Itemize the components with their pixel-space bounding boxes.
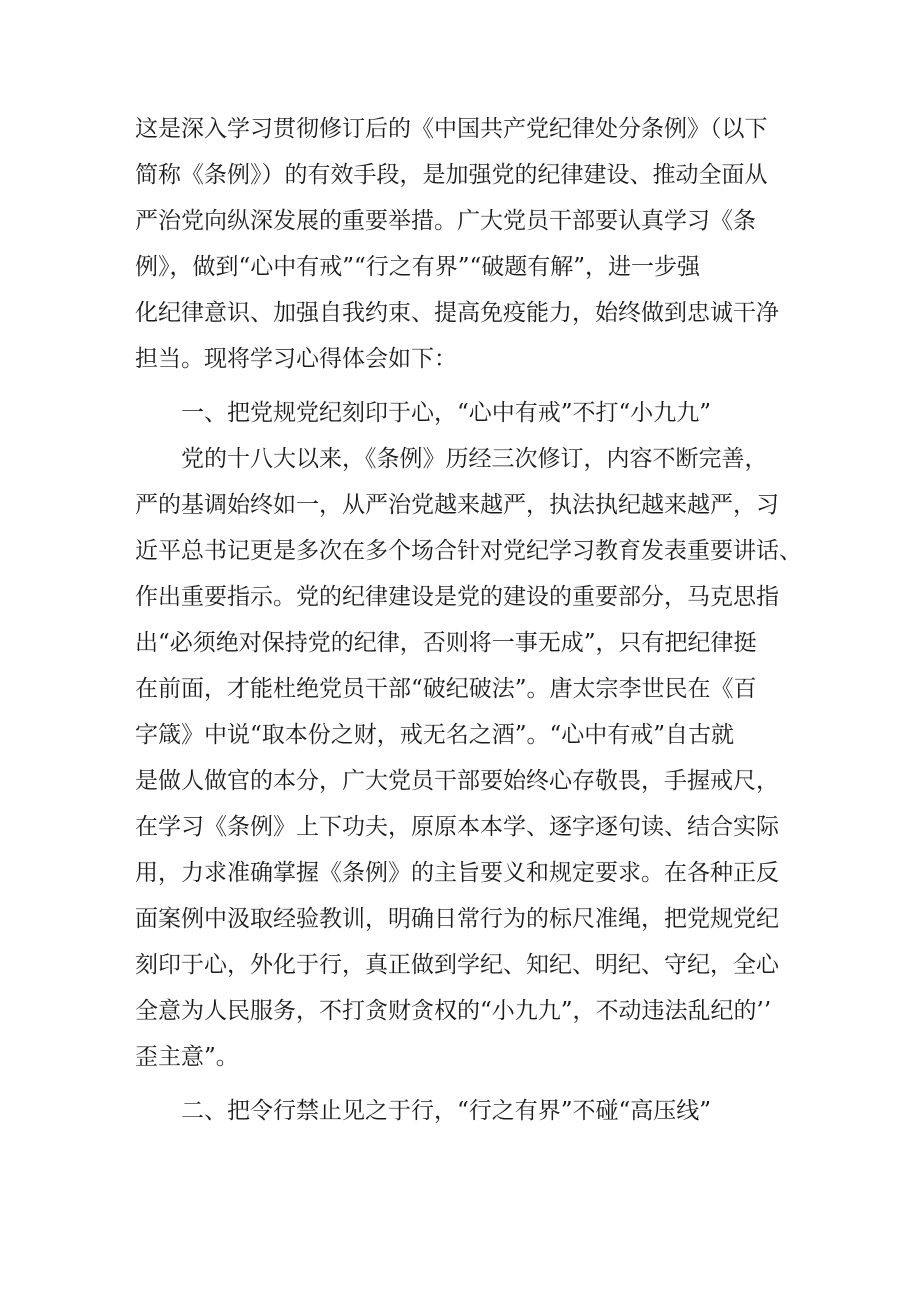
- text-line: 党的十八大以来，《条例》历经三次修订，内容不断完善，: [135, 446, 768, 472]
- text-line: 用，力求准确掌握《条例》的主旨要义和规定要求。在各种正反: [135, 860, 779, 886]
- section-heading-1: 一、把党规党纪刻印于心，“心中有戒”不打“小九九”: [135, 400, 712, 426]
- text-line: 作出重要指示。党的纪律建设是党的建设的重要部分，马克思指: [135, 584, 779, 610]
- text-line: 面案例中汲取经验教训，明确日常行为的标尺准绳，把党规党纪: [135, 906, 779, 932]
- body-text: [135, 106, 802, 1134]
- text-line: 严的基调始终如一，从严治党越来越严，执法执纪越来越严，习: [135, 492, 779, 518]
- text-line: 在前面，才能杜绝党员干部“破纪破法”。唐太宗李世民在《百: [135, 676, 757, 702]
- text-line: 出“必须绝对保持党的纪律，否则将一事无成”，只有把纪律挺: [135, 630, 757, 656]
- text-line: 担当。现将学习心得体会如下：: [135, 346, 457, 372]
- text-line: 严治党向纵深发展的重要举措。广大党员干部要认真学习《条: [135, 208, 756, 234]
- text-line: 是做人做官的本分，广大党员干部要始终心存敬畏，手握戒尺，: [135, 768, 779, 794]
- section-heading-2: 二、把令行禁止见之于行，“行之有界”不碰“高压线”: [135, 1098, 712, 1124]
- text-line: 化纪律意识、加强自我约束、提高免疫能力，始终做到忠诚干净: [135, 300, 779, 326]
- text-line: 这是深入学习贯彻修订后的《中国共产党纪律处分条例》（以下: [135, 116, 768, 142]
- text-line: 刻印于心，外化于行，真正做到学纪、知纪、明纪、守纪，全心: [135, 952, 779, 978]
- text-line: 字箴》中说“取本份之财，戒无名之酒”。“心中有戒”自古就: [135, 722, 735, 748]
- text-line: 全意为人民服务，不打贪财贪权的“小九九”，不动违法乱纪的’’: [135, 998, 772, 1024]
- text-line: 近平总书记更是多次在多个场合针对党纪学习教育发表重要讲话、: [135, 538, 802, 564]
- text-line: 在学习《条例》上下功夫，原原本本学、逐字逐句读、结合实际: [135, 814, 779, 840]
- text-line: 简称《条例》）的有效手段，是加强党的纪律建设、推动全面从: [135, 162, 768, 188]
- text-line: 例》，做到“心中有戒”“行之有界”“破题有解”，进一步强: [135, 254, 701, 280]
- text-line: 歪主意”。: [135, 1044, 239, 1070]
